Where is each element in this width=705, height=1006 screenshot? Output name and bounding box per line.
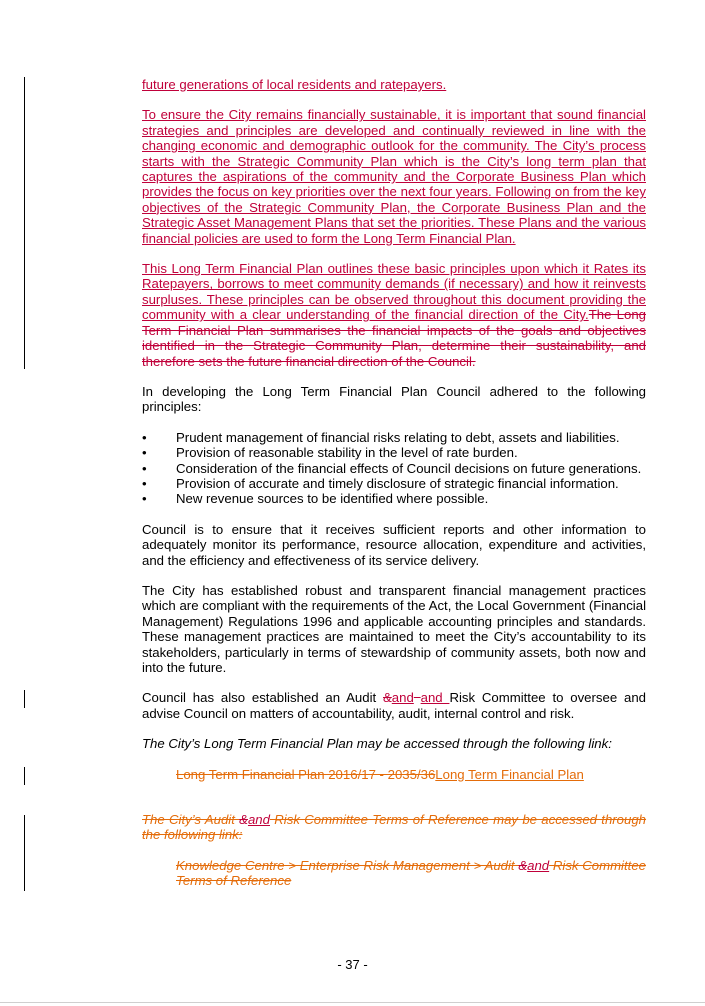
bullet-icon: • <box>142 475 147 491</box>
audit-committee-link[interactable]: Knowledge Centre > Enterprise Risk Management > Audit &and Risk Committee Terms of Reference <box>176 857 646 889</box>
inserted-text: To ensure the City remains financially sustainable, it is important that sound financial strategies and principles are developed and continually reviewed in line with the changing economic and demographic outlook for the community. The City’s process starts with the Strategic Community Plan which is the City’s long term plan that captures the aspirations of the community and the Corporate Business Plan which provides the focus on key priorities over the next four years. Following on from the key objectives of the Strategic Community Plan, the Corporate Business Plan and the Strategic Asset Management Plans that set the priorities. These Plans and the various financial policies are used to form the Long Term Financial Plan. <box>142 107 646 246</box>
change-bar <box>24 690 25 708</box>
page-body <box>142 77 646 889</box>
paragraph-6: The City has established robust and transparent financial management practices which are compliant with the requirements of the Act, the Local Government (Financial Management) Regulations 1996 and applicable accounting principles and standards. These management practices are maintained to meet the City’s accountability to its stakeholders, particularly in terms of stewardship of community assets, both now and into the future. <box>142 582 646 675</box>
page-number: - 37 - <box>337 957 368 972</box>
inserted-text: future generations of local residents and ratepayers. <box>142 77 447 92</box>
deleted-text <box>414 690 421 705</box>
bullet-icon: • <box>142 429 147 445</box>
list-item: • New revenue sources to be identified where possible. <box>142 491 489 507</box>
inserted-text: and <box>391 690 414 706</box>
list-item: • Consideration of the financial effects of Council decisions on future generations. <box>142 460 642 476</box>
deleted-text: & <box>383 690 392 706</box>
bullet-icon: • <box>142 491 147 507</box>
paragraph-3 <box>142 261 646 369</box>
paragraph-4: In developing the Long Term Financial Plan Council adhered to the following principles: <box>142 383 646 415</box>
deleted-text: & <box>239 812 248 828</box>
page-edge-divider <box>0 1002 705 1003</box>
paragraph-9: The City’s Audit &and Risk Committee Terms of Reference may be accessed through the following link: <box>142 812 647 843</box>
ltfp-link[interactable] <box>142 767 646 782</box>
change-bar <box>24 77 25 369</box>
paragraph-5: Council is to ensure that it receives sufficient reports and other information to adequately monitor its performance, resource allocation, expenditure and activities, and the efficiency and effectiveness of its service delivery. <box>142 521 646 568</box>
principles-list <box>142 430 646 507</box>
paragraph-7: Council has also established an Audit &and and Risk Committee to oversee and advise Council on matters of accountability, audit, internal control and risk. <box>142 690 646 721</box>
inserted-text: This Long Term Financial Plan outlines these basic principles upon which it Rates its Ratepayers, borrows to meet community demands (if necessary) and how it reinvests surpluses. These principles can be observed throughout this document providing the community with a clear understanding of the financial direction of the City. <box>142 261 646 323</box>
inserted-text: and <box>247 812 270 828</box>
deleted-text[interactable]: & <box>518 857 528 873</box>
list-item: • Provision of accurate and timely disclosure of strategic financial information. <box>142 475 619 491</box>
list-item: • Prudent management of financial risks relating to debt, assets and liabilities. <box>142 429 620 445</box>
inserted-link-text[interactable]: Long Term Financial Plan <box>435 766 584 782</box>
bullet-icon: • <box>142 460 147 476</box>
paragraph-1 <box>142 77 646 92</box>
change-bar <box>24 767 25 785</box>
inserted-text: and <box>420 690 450 706</box>
deleted-link-text[interactable]: Long Term Financial Plan 2016/17 - 2035/36 <box>176 766 436 782</box>
bullet-icon: • <box>142 445 147 461</box>
paragraph-2 <box>142 107 646 246</box>
deleted-text: The Long Term Financial Plan summarises the financial impacts of the goals and objectives identified in the Strategic Community Plan, determine their sustainability, and therefore sets the future financial direction of the Council. <box>142 307 646 369</box>
paragraph-8: The City’s Long Term Financial Plan may be accessed through the following link: <box>142 736 612 752</box>
inserted-text[interactable]: and <box>527 857 550 873</box>
change-bar <box>24 815 25 891</box>
list-item: • Provision of reasonable stability in the level of rate burden. <box>142 445 518 461</box>
